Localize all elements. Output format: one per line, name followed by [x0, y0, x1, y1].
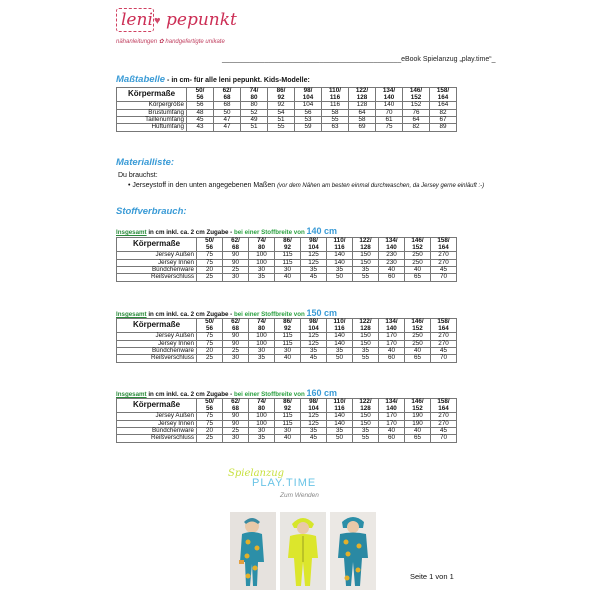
row-header-label: Körpermaße: [117, 399, 197, 413]
table-cell: 54: [268, 109, 295, 116]
table-row: [117, 333, 457, 340]
table-cell: 150: [353, 420, 379, 427]
table-cell: 40: [405, 348, 431, 355]
table-cell: 52: [241, 109, 268, 116]
table-cell: 170: [379, 413, 405, 420]
table-cell: 90: [223, 259, 249, 266]
product-photo-1: [230, 512, 276, 590]
table-cell: 140: [376, 102, 403, 109]
table-cell: 89: [430, 124, 457, 131]
size-header: 98/ 104: [301, 399, 327, 413]
brand-logo: [116, 8, 237, 54]
table-cell: 45: [187, 117, 214, 124]
size-header: 98/ 104: [301, 238, 327, 252]
size-header: 98/ 104: [295, 88, 322, 102]
table-cell: 68: [214, 102, 241, 109]
row-label: Hüftumfang: [117, 124, 187, 131]
table-cell: 35: [249, 355, 275, 362]
table-cell: 30: [223, 274, 249, 281]
table-cell: 150: [353, 333, 379, 340]
table-cell: 35: [249, 274, 275, 281]
table-cell: 150: [353, 340, 379, 347]
table-cell: 35: [301, 267, 327, 274]
table-cell: 56: [295, 109, 322, 116]
size-header: 122/ 128: [353, 238, 379, 252]
product-photo-3: [330, 512, 376, 590]
size-header: 86/ 92: [275, 399, 301, 413]
document-title: ______________________________________________eBook Spielanzug „play.time“_: [222, 56, 496, 63]
size-header: 158/ 164: [431, 399, 457, 413]
logo-word-pepunkt: pepunkt: [166, 10, 237, 30]
table-cell: 90: [223, 252, 249, 259]
logo-word-leni: leni: [121, 10, 153, 30]
table-cell: 60: [379, 435, 405, 442]
row-label: Körpergröße: [117, 102, 187, 109]
table-cell: 270: [431, 333, 457, 340]
row-label: Jersey Innen: [117, 420, 197, 427]
table-cell: 140: [327, 413, 353, 420]
table-cell: 75: [197, 333, 223, 340]
table-cell: 125: [301, 420, 327, 427]
table-row: [117, 102, 457, 109]
table-cell: 35: [327, 348, 353, 355]
table-cell: 115: [275, 420, 301, 427]
table-cell: 140: [327, 340, 353, 347]
table-cell: 270: [431, 413, 457, 420]
size-header: 146/ 152: [403, 88, 430, 102]
size-header: 98/ 104: [301, 319, 327, 333]
table-cell: 25: [223, 348, 249, 355]
table-header-row: [117, 399, 457, 413]
table-cell: 150: [353, 259, 379, 266]
size-header: 74/ 80: [249, 238, 275, 252]
row-label: Bündchenware: [117, 267, 197, 274]
table-cell: 25: [197, 435, 223, 442]
table-cell: 25: [197, 274, 223, 281]
table-cell: 116: [322, 102, 349, 109]
row-label: Jersey Außen: [117, 333, 197, 340]
size-header: 74/ 80: [241, 88, 268, 102]
masstabelle-heading: [116, 74, 310, 85]
table-cell: 65: [405, 355, 431, 362]
size-header: 50/ 56: [197, 399, 223, 413]
table-cell: 90: [223, 413, 249, 420]
size-header: 122/ 128: [353, 319, 379, 333]
table-cell: 50: [327, 355, 353, 362]
materialliste-intro: Du brauchst:: [118, 172, 158, 179]
table-cell: 70: [431, 435, 457, 442]
row-label: Taillenumfang: [117, 117, 187, 124]
size-header: 62/ 68: [223, 319, 249, 333]
promo-logo: [228, 468, 348, 508]
table-cell: 53: [295, 117, 322, 124]
table-cell: 140: [327, 333, 353, 340]
size-header: 158/ 164: [430, 88, 457, 102]
table-cell: 25: [223, 267, 249, 274]
table-cell: 30: [275, 267, 301, 274]
table-cell: 250: [405, 340, 431, 347]
size-header: 110/ 116: [327, 399, 353, 413]
table-cell: 20: [197, 428, 223, 435]
table-cell: 47: [214, 117, 241, 124]
table-cell: 30: [223, 355, 249, 362]
size-header: 146/ 152: [405, 319, 431, 333]
table-cell: 40: [275, 435, 301, 442]
table-cell: 64: [403, 117, 430, 124]
fabric-line-mid: in cm inkl. ca. 2 cm Zugabe -: [146, 229, 234, 236]
table-cell: 150: [353, 252, 379, 259]
stoffverbrauch-table-160: [116, 398, 457, 443]
table-cell: 25: [223, 428, 249, 435]
table-cell: 50: [214, 109, 241, 116]
table-cell: 75: [197, 340, 223, 347]
row-label: Brustumfang: [117, 109, 187, 116]
table-cell: 67: [430, 117, 457, 124]
table-cell: 30: [275, 348, 301, 355]
table-cell: 100: [249, 259, 275, 266]
fabric-line-green: bei einer Stoffbreite von: [233, 229, 305, 236]
table-cell: 55: [353, 355, 379, 362]
table-cell: 140: [327, 259, 353, 266]
size-header: 62/ 68: [223, 399, 249, 413]
fabric-line-140: [116, 226, 337, 236]
table-cell: 270: [431, 420, 457, 427]
table-cell: 35: [249, 435, 275, 442]
promo-title-spielanzug: Spielanzug: [228, 468, 285, 479]
table-cell: 125: [301, 333, 327, 340]
size-header: 62/ 68: [223, 238, 249, 252]
table-cell: 100: [249, 420, 275, 427]
size-header: 50/ 56: [197, 319, 223, 333]
table-cell: 125: [301, 252, 327, 259]
table-cell: 56: [187, 102, 214, 109]
table-row: [117, 435, 457, 442]
table-cell: 40: [275, 274, 301, 281]
table-cell: 70: [431, 355, 457, 362]
table-cell: 270: [431, 340, 457, 347]
fabric-line-green: bei einer Stoffbreite von: [233, 311, 305, 318]
table-cell: 104: [295, 102, 322, 109]
table-cell: 45: [301, 435, 327, 442]
table-cell: 190: [405, 420, 431, 427]
table-cell: 35: [327, 428, 353, 435]
table-cell: 115: [275, 333, 301, 340]
table-cell: 140: [327, 420, 353, 427]
size-header: 110/ 116: [322, 88, 349, 102]
table-cell: 115: [275, 340, 301, 347]
masstabelle-subtitle: - in cm- für alle leni pepunkt. Kids-Modelle:: [165, 77, 310, 84]
size-header: 134/ 140: [379, 238, 405, 252]
table-cell: 115: [275, 413, 301, 420]
table-cell: 100: [249, 252, 275, 259]
table-header-row: [117, 238, 457, 252]
size-header: 158/ 164: [431, 238, 457, 252]
size-header: 62/ 68: [214, 88, 241, 102]
table-cell: 164: [430, 102, 457, 109]
fabric-line-mid: in cm inkl. ca. 2 cm Zugabe -: [146, 311, 234, 318]
row-label: Jersey Innen: [117, 340, 197, 347]
table-header-row: [117, 319, 457, 333]
table-cell: 45: [431, 428, 457, 435]
row-label: Reißverschluss: [117, 355, 197, 362]
table-cell: 125: [301, 259, 327, 266]
fabric-width-150: 150 cm: [306, 308, 338, 318]
size-header: 122/ 128: [349, 88, 376, 102]
table-cell: 60: [379, 274, 405, 281]
table-cell: 59: [295, 124, 322, 131]
table-cell: 58: [349, 117, 376, 124]
table-cell: 40: [405, 428, 431, 435]
table-cell: 50: [327, 274, 353, 281]
table-cell: 250: [405, 252, 431, 259]
table-cell: 45: [301, 355, 327, 362]
table-cell: 75: [376, 124, 403, 131]
table-cell: 50: [327, 435, 353, 442]
page-footer: Seite 1 von 1: [410, 572, 454, 581]
size-header: 86/ 92: [275, 238, 301, 252]
size-header: 86/ 92: [275, 319, 301, 333]
table-cell: 45: [431, 348, 457, 355]
size-header: 134/ 140: [379, 399, 405, 413]
size-header: 110/ 116: [327, 238, 353, 252]
row-header-label: Körpermaße: [117, 238, 197, 252]
table-header-row: [117, 88, 457, 102]
logo-heart-icon: ♥: [154, 15, 161, 27]
fabric-line-insgesamt: Insgesamt: [116, 391, 147, 398]
table-cell: 35: [353, 267, 379, 274]
table-cell: 152: [403, 102, 430, 109]
table-cell: 75: [197, 413, 223, 420]
table-cell: 40: [379, 267, 405, 274]
fabric-line-mid: in cm inkl. ca. 2 cm Zugabe -: [146, 391, 234, 398]
table-cell: 170: [379, 333, 405, 340]
table-cell: 55: [322, 117, 349, 124]
table-cell: 55: [353, 435, 379, 442]
table-row: [117, 124, 457, 131]
table-cell: 35: [301, 348, 327, 355]
size-header: 158/ 164: [431, 319, 457, 333]
promo-title-playtime: PLAY.TIME: [252, 477, 317, 489]
fabric-line-insgesamt: Insgesamt: [116, 311, 147, 318]
fabric-width-160: 160 cm: [306, 388, 338, 398]
table-cell: 51: [241, 124, 268, 131]
table-cell: 40: [379, 428, 405, 435]
table-cell: 30: [249, 428, 275, 435]
table-cell: 30: [249, 267, 275, 274]
table-cell: 76: [403, 109, 430, 116]
table-cell: 140: [327, 252, 353, 259]
table-cell: 230: [379, 252, 405, 259]
stoffverbrauch-table-150: [116, 318, 457, 363]
table-cell: 40: [379, 348, 405, 355]
table-cell: 150: [353, 413, 379, 420]
table-cell: 63: [322, 124, 349, 131]
table-cell: 82: [403, 124, 430, 131]
table-cell: 55: [353, 274, 379, 281]
table-cell: 250: [405, 333, 431, 340]
table-cell: 250: [405, 259, 431, 266]
table-cell: 45: [301, 274, 327, 281]
table-cell: 60: [379, 355, 405, 362]
table-cell: 20: [197, 348, 223, 355]
table-cell: 35: [353, 428, 379, 435]
table-cell: 70: [431, 274, 457, 281]
table-cell: 100: [249, 413, 275, 420]
table-cell: 115: [275, 252, 301, 259]
logo-tagline: nähanleitungen ✿ handgefertigte unikate: [116, 39, 225, 45]
masstabelle-table: [116, 87, 457, 132]
table-cell: 70: [376, 109, 403, 116]
table-cell: 270: [431, 252, 457, 259]
fabric-width-140: 140 cm: [306, 226, 338, 236]
table-cell: 92: [268, 102, 295, 109]
table-cell: 75: [197, 252, 223, 259]
table-cell: 35: [327, 267, 353, 274]
fabric-line-green: bei einer Stoffbreite von: [233, 391, 305, 398]
table-cell: 30: [223, 435, 249, 442]
table-cell: 125: [301, 340, 327, 347]
table-row: [117, 252, 457, 259]
row-label: Reißverschluss: [117, 274, 197, 281]
table-cell: 30: [249, 348, 275, 355]
size-header: 74/ 80: [249, 399, 275, 413]
table-cell: 35: [301, 428, 327, 435]
fabric-line-160: [116, 388, 337, 398]
table-cell: 270: [431, 259, 457, 266]
row-label: Jersey Innen: [117, 259, 197, 266]
table-cell: 230: [379, 259, 405, 266]
table-cell: 90: [223, 340, 249, 347]
table-cell: 45: [431, 267, 457, 274]
size-header: 74/ 80: [249, 319, 275, 333]
table-cell: 170: [379, 340, 405, 347]
table-cell: 55: [268, 124, 295, 131]
table-cell: 115: [275, 259, 301, 266]
table-cell: 43: [187, 124, 214, 131]
materialliste-bullet: • Jerseystoff in den unten angegebenen Maßen (vor dem Nähen am besten einmal durchwaschen, da Jersey gerne einläuft :-): [128, 182, 485, 189]
stoffverbrauch-table-140: [116, 237, 457, 282]
table-cell: 82: [430, 109, 457, 116]
materialliste-bullet-text: Jerseystoff in den unten angegebenen Maßen: [132, 182, 276, 189]
table-cell: 100: [249, 340, 275, 347]
row-label: Jersey Außen: [117, 413, 197, 420]
row-label: Jersey Außen: [117, 252, 197, 259]
row-label: Reißverschluss: [117, 435, 197, 442]
table-cell: 190: [405, 413, 431, 420]
size-header: 50/ 56: [197, 238, 223, 252]
table-cell: 75: [197, 259, 223, 266]
table-row: [117, 413, 457, 420]
table-cell: 20: [197, 267, 223, 274]
row-header-label: Körpermaße: [117, 88, 187, 102]
materialliste-bullet-note: (vor dem Nähen am besten einmal durchwaschen, da Jersey gerne einläuft :-): [277, 183, 485, 189]
size-header: 134/ 140: [379, 319, 405, 333]
masstabelle-title: Maßtabelle: [116, 74, 166, 85]
table-cell: 90: [223, 420, 249, 427]
table-cell: 170: [379, 420, 405, 427]
fabric-line-150: [116, 308, 337, 318]
table-row: [117, 274, 457, 281]
size-header: 146/ 152: [405, 238, 431, 252]
size-header: 110/ 116: [327, 319, 353, 333]
row-label: Bündchenware: [117, 348, 197, 355]
product-photo-2: [280, 512, 326, 590]
table-cell: 64: [349, 109, 376, 116]
table-cell: 51: [268, 117, 295, 124]
row-label: Bündchenware: [117, 428, 197, 435]
fabric-line-insgesamt: Insgesamt: [116, 229, 147, 236]
promo-title-zum-wenden: Zum Wenden: [280, 492, 319, 499]
size-header: 122/ 128: [353, 399, 379, 413]
table-cell: 47: [214, 124, 241, 131]
size-header: 50/ 56: [187, 88, 214, 102]
table-cell: 100: [249, 333, 275, 340]
row-header-label: Körpermaße: [117, 319, 197, 333]
table-row: [117, 355, 457, 362]
table-cell: 65: [405, 435, 431, 442]
table-cell: 61: [376, 117, 403, 124]
stoffverbrauch-heading: Stoffverbrauch:: [116, 206, 187, 217]
table-cell: 35: [353, 348, 379, 355]
table-cell: 58: [322, 109, 349, 116]
size-header: 146/ 152: [405, 399, 431, 413]
table-cell: 128: [349, 102, 376, 109]
table-cell: 90: [223, 333, 249, 340]
table-cell: 40: [275, 355, 301, 362]
size-header: 86/ 92: [268, 88, 295, 102]
table-cell: 125: [301, 413, 327, 420]
table-cell: 49: [241, 117, 268, 124]
table-cell: 75: [197, 420, 223, 427]
size-header: 134/ 140: [376, 88, 403, 102]
table-cell: 48: [187, 109, 214, 116]
table-cell: 40: [405, 267, 431, 274]
materialliste-heading: Materialliste:: [116, 157, 175, 168]
table-cell: 30: [275, 428, 301, 435]
table-cell: 25: [197, 355, 223, 362]
table-cell: 65: [405, 274, 431, 281]
table-cell: 80: [241, 102, 268, 109]
table-cell: 69: [349, 124, 376, 131]
